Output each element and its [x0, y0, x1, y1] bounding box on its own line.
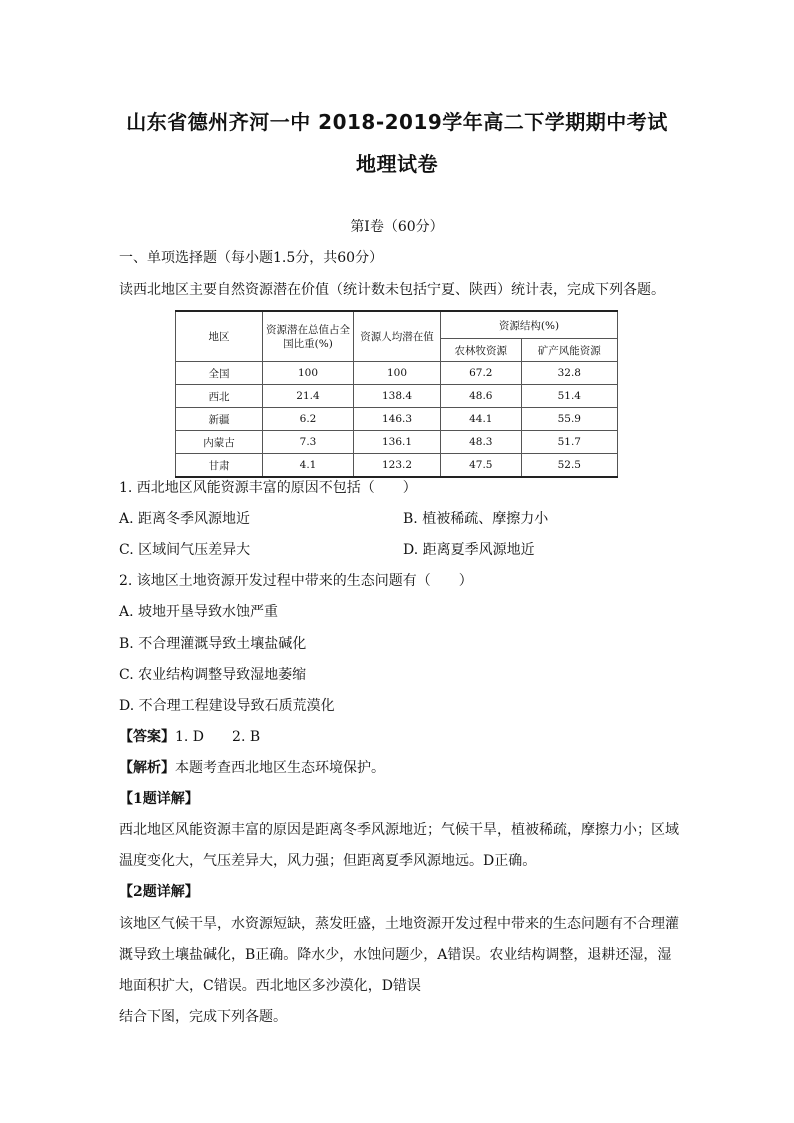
cell-mineral: 51.4 [521, 385, 617, 408]
detail-2-line-3: 地面积扩大，C错误。西北地区多沙漠化，D错误 [119, 978, 421, 994]
cell-mineral: 52.5 [521, 454, 617, 478]
cell-agri: 67.2 [441, 362, 522, 385]
table-row [176, 408, 618, 431]
exam-subtitle: 地理试卷 [356, 152, 438, 176]
cell-agri: 47.5 [441, 454, 522, 478]
cell-per-capita: 146.3 [354, 408, 441, 431]
table-row [176, 385, 618, 408]
cell-mineral: 51.7 [521, 431, 617, 454]
analysis-text: 本题考查西北地区生态环境保护。 [175, 760, 385, 776]
table-row [176, 454, 618, 478]
analysis-line [119, 758, 385, 778]
detail-2-line-2: 溉导致土壤盐碱化，B正确。降水少，水蚀问题少，A错误。农业结构调整，退耕还湿，湿 [119, 947, 672, 963]
question-1-stem: 1. 西北地区风能资源丰富的原因不包括（ ） [119, 480, 417, 496]
header-share: 资源潜在总值占全国比重(%) [263, 311, 354, 362]
detail-1-line-1: 西北地区风能资源丰富的原因是距离冬季风源地近；气候干旱，植被稀疏，摩擦力小；区域 [119, 822, 679, 838]
detail-1-line-2: 温度变化大，气压差异大，风力强；但距离夏季风源地远。D正确。 [119, 853, 537, 869]
cell-mineral: 55.9 [521, 408, 617, 431]
detail-2-tag: 【2题详解】 [119, 884, 199, 900]
cell-per-capita: 136.1 [354, 431, 441, 454]
cell-region: 全国 [176, 362, 263, 385]
question-2-option-b: B. 不合理灌溉导致土壤盐碱化 [119, 636, 307, 652]
table-row [176, 362, 618, 385]
cell-per-capita: 100 [354, 362, 441, 385]
question-2-option-a: A. 坡地开垦导致水蚀严重 [119, 604, 279, 620]
header-mineral: 矿产风能资源 [521, 339, 617, 362]
cell-region: 西北 [176, 385, 263, 408]
question-1-option-a: A. 距离冬季风源地近 [119, 511, 251, 527]
cell-share: 100 [263, 362, 354, 385]
question-1-option-c: C. 区域间气压差异大 [119, 542, 251, 558]
cell-region: 甘肃 [176, 454, 263, 478]
part-one-heading: 一、单项选择题（每小题1.5分，共60分） [119, 250, 384, 266]
cell-share: 4.1 [263, 454, 354, 478]
detail-1-tag: 【1题详解】 [119, 791, 199, 807]
cell-agri: 48.3 [441, 431, 522, 454]
resource-table [175, 310, 618, 478]
question-2-stem: 2. 该地区土地资源开发过程中带来的生态问题有（ ） [119, 573, 473, 589]
header-per-capita: 资源人均潜在值 [354, 311, 441, 362]
cell-region: 内蒙古 [176, 431, 263, 454]
question-1-option-b: B. 植被稀疏、摩擦力小 [403, 511, 549, 527]
header-structure: 资源结构(%) [441, 311, 618, 339]
cell-per-capita: 123.2 [354, 454, 441, 478]
table-row [176, 431, 618, 454]
cell-agri: 48.6 [441, 385, 522, 408]
answer-line [119, 727, 260, 747]
answer-tag: 【答案】 [119, 729, 175, 745]
answer-text: 1. D 2. B [175, 729, 261, 745]
cell-share: 6.2 [263, 408, 354, 431]
cell-per-capita: 138.4 [354, 385, 441, 408]
header-region: 地区 [176, 311, 263, 362]
section-header: 第Ⅰ卷（60分） [350, 219, 444, 235]
detail-2-line-1: 该地区气候干旱，水资源短缺，蒸发旺盛，土地资源开发过程中带来的生态问题有不合理灌 [119, 916, 679, 932]
outro-text: 结合下图，完成下列各题。 [119, 1009, 287, 1025]
analysis-tag: 【解析】 [119, 760, 175, 776]
cell-share: 21.4 [263, 385, 354, 408]
question-2-option-d: D. 不合理工程建设导致石质荒漠化 [119, 698, 335, 714]
cell-agri: 44.1 [441, 408, 522, 431]
cell-mineral: 32.8 [521, 362, 617, 385]
question-1-option-d: D. 距离夏季风源地近 [403, 542, 535, 558]
cell-share: 7.3 [263, 431, 354, 454]
header-agri: 农林牧资源 [441, 339, 522, 362]
cell-region: 新疆 [176, 408, 263, 431]
exam-title: 山东省德州齐河一中 2018-2019学年高二下学期期中考试 [126, 110, 668, 134]
table-intro: 读西北地区主要自然资源潜在价值（统计数未包括宁夏、陕西）统计表，完成下列各题。 [119, 282, 665, 298]
question-2-option-c: C. 农业结构调整导致湿地萎缩 [119, 667, 307, 683]
